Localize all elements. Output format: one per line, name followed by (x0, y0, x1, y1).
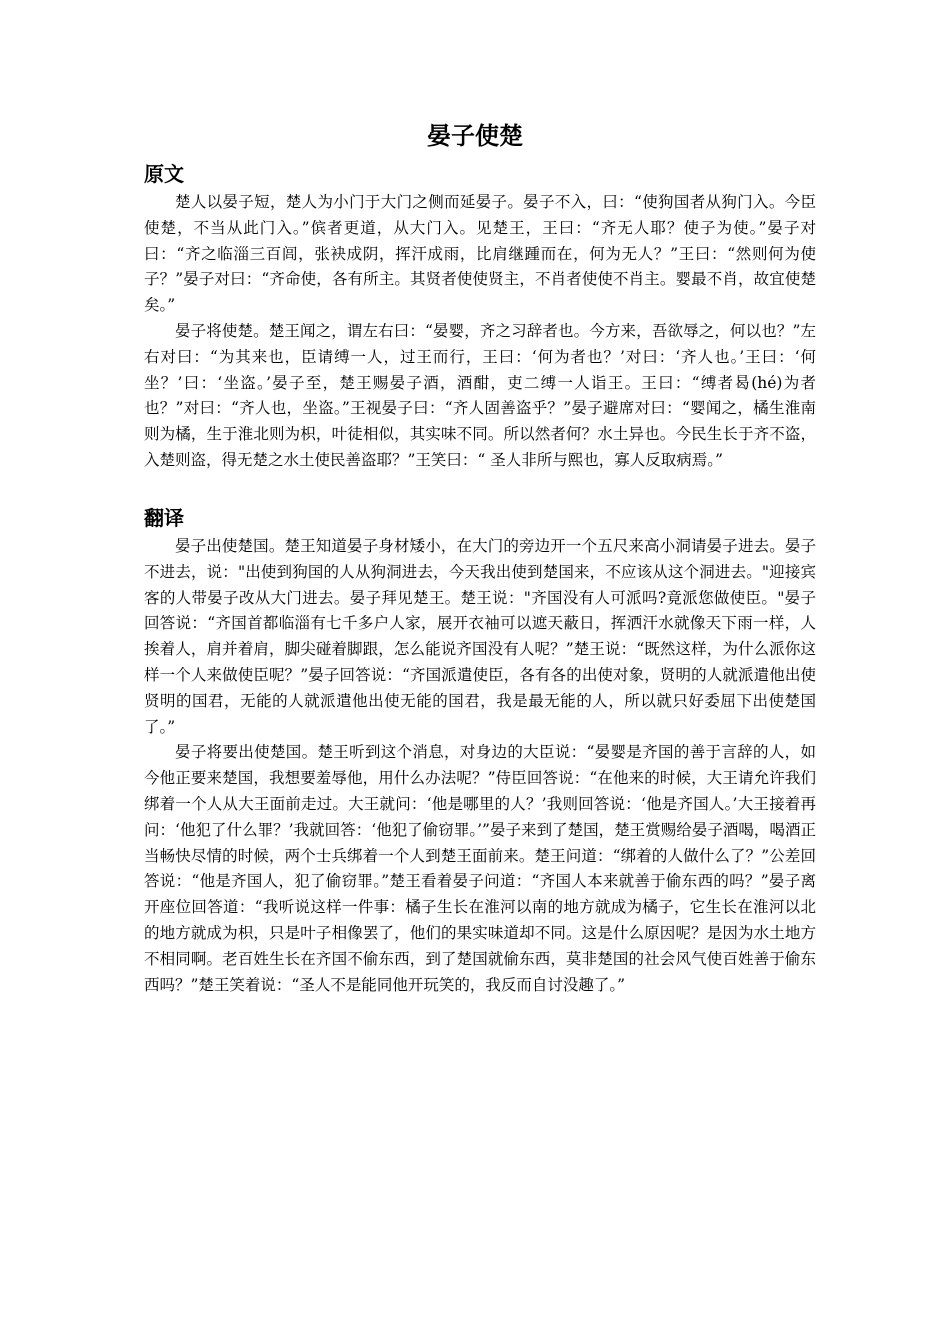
paragraph: 楚人以晏子短，楚人为小门于大门之侧而延晏子。晏子不入，曰：“使狗国者从狗门入。今臣使楚，不当从此门入。”傧者更道，从大门入。见楚王，王曰：“齐无人耶？使子为使。”晏子对曰：“齐之临淄三百闾，张袂成阴，挥汗成雨，比肩继踵而在，何为无人？”王曰：“然则何为使子？”晏子对曰：“齐命使，各有所主。其贤者使使贤主，不肖者使使不肖主。婴最不肖，故宜使楚矣。” (144, 193, 816, 315)
section-translation-text (144, 534, 816, 998)
paragraph: 晏子将要出使楚国。楚王听到这个消息，对身边的大臣说：“晏婴是齐国的善于言辞的人，如今他正要来楚国，我想要羞辱他，用什么办法呢？”侍臣回答说：“在他来的时候，大王请允许我们绑着一个人从大王面前走过。大王就问：‘他是哪里的人？’我则回答说：‘他是齐国人。’大王接着再问：‘他犯了什么罪？’我就回答：‘他犯了偷窃罪。’”晏子来到了楚国，楚王赏赐给晏子酒喝，喝酒正当畅快尽情的时候，两个士兵绑着一个人到楚王面前来。楚王问道：“绑着的人做什么了？”公差回答说：“他是齐国人，犯了偷窃罪。”楚王看着晏子问道：“齐国人本来就善于偷东西的吗？”晏子离开座位回答道：“我听说这样一件事：橘子生长在淮河以南的地方就成为橘子，它生长在淮河以北的地方就成为枳，只是叶子相像罢了，他们的果实味道却不同。这是什么原因呢？是因为水土地方不相同啊。老百姓生长在齐国不偷东西，到了楚国就偷东西，莫非楚国的社会风气使百姓善于偷东西吗？”楚王笑着说：“圣人不是能同他开玩笑的，我反而自讨没趣了。” (144, 743, 816, 994)
paragraph: 晏子将使楚。楚王闻之，谓左右曰：“晏婴，齐之习辞者也。今方来，吾欲辱之，何以也？”左右对曰：“为其来也，臣请缚一人，过王而行，王曰：‘何为者也？’对曰：‘齐人也。’王曰：‘何坐？’曰：‘坐盗。’晏子至，楚王赐晏子酒，酒酣，吏二缚一人诣王。王曰：“缚者曷(hé)为者也？”对曰：“齐人也，坐盗。”王视晏子曰：“齐人固善盗乎？”晏子避席对曰：“婴闻之，橘生淮南则为橘，生于淮北则为枳，叶徒相似，其实味不同。所以然者何？水土异也。今民生长于齐不盗，入楚则盗，得无楚之水土使民善盗耶？”王笑曰：“ 圣人非所与熙也，寡人反取病焉。” (144, 321, 816, 469)
paragraph: 晏子出使楚国。楚王知道晏子身材矮小，在大门的旁边开一个五尺来高小洞请晏子进去。晏子不进去，说："出使到狗国的人从狗洞进去，今天我出使到楚国来，不应该从这个洞进去。"迎接宾客的人带晏子改从大门进去。晏子拜见楚王。楚王说："齐国没有人可派吗?竟派您做使臣。"晏子回答说：“齐国首都临淄有七千多户人家，展开衣袖可以遮天蔽日，挥洒汗水就像天下雨一样，人挨着人，肩并着肩，脚尖碰着脚跟，怎么能说齐国没有人呢？”楚王说：“既然这样，为什么派你这样一个人来做使臣呢？”晏子回答说：“齐国派遣使臣，各有各的出使对象，贤明的人就派遣他出使贤明的国君，无能的人就派遣他出使无能的国君，我是最无能的人，所以就只好委屈下出使楚国了。” (144, 537, 816, 736)
section-original-text (144, 190, 816, 474)
section-heading-original: 原文 (144, 162, 184, 186)
section-heading-translation: 翻译 (144, 506, 184, 530)
document-title: 晏子使楚 (427, 122, 523, 150)
